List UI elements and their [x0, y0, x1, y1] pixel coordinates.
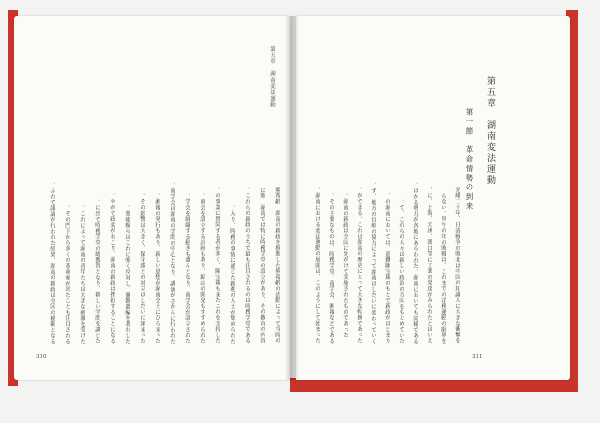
text-column: ず、地方の官紳の協力によって湖南はしだいに変わっていく。 [370, 181, 376, 344]
text-column: その主要なものは、時務学堂、南学会、湘報などである。 [328, 193, 334, 344]
text-column: はかる勢力が各地にあらわれた。湖南においても同様である。 [412, 181, 418, 344]
text-column: 湘報の発行もあり、新しい思想が湖南全土にひろまった。 [154, 193, 160, 344]
text-column: 学会を組織する動きも盛んとなり、南学会が設立された。 [184, 193, 190, 344]
text-column: の湖南においては、巡撫陳宝箴のもとで新政がはじまり、 [384, 193, 390, 344]
right-page [296, 16, 570, 380]
right-page-text [308, 46, 460, 344]
text-column: これらの新政のうちで最も注目されるのは時務学堂である。 [244, 187, 250, 344]
text-column: やがて政変がおこり、湖南の新政は挫折することになる。 [109, 193, 115, 344]
page-number-right: 311 [472, 354, 483, 360]
running-head: 第五章 湖南変法運動 [269, 46, 275, 108]
text-column: 湖南の新政は全国に先がけて実施されたものであった。 [342, 193, 348, 344]
text-column: らない。甲午の年の敗戦は、これまでの洋務運動の限界を [440, 193, 446, 344]
book-cover-bottom-edge [290, 378, 578, 392]
text-column: 南学会は湖南の学問の中心となり、講演がさかんに行われた。 [169, 181, 175, 344]
text-column: その影響は大きく、保守派との対立はしだいに深まった。 [139, 193, 145, 344]
left-page-text [40, 46, 280, 344]
text-column: て、これらの人々は新しい政治の方向をもとめていた。 [398, 198, 404, 344]
text-column: 光緒二十年、日清戦争の敗北は中国の知識人に大きな衝撃を [454, 187, 460, 344]
chapter-title: 第五章 湖南変法運動 [485, 76, 495, 186]
text-column: これによって湖南の青年たちは大きな刺激を受けた。 [79, 204, 85, 344]
text-column: 熊希齢 湖南の新政を推進した熊希齢の活動によって当時の [274, 187, 280, 344]
text-column: 葉徳輝らはこれに強く反対し、翼教叢編を著わした。 [124, 204, 130, 344]
section-title: 第一節 革命情勢の到来 [465, 108, 474, 212]
text-column: 入り、時務の事情に通じた新進の人士が集められた。 [229, 204, 235, 344]
page-number-left: 310 [36, 354, 47, 360]
text-column: に、上海、天津、漢口等に工業の発達がみられたとはいえ、 [426, 187, 432, 344]
text-column: ふれて議論が行われた結果、湖南の新政は全国の模範となる。 [49, 181, 55, 344]
text-column: に出て時務学堂の総教習となり、新しい学問を講じた。 [94, 198, 100, 344]
text-column: ができる。これは湖南の歴史にとって大きな転換であった。 [356, 187, 362, 344]
text-column: 湖南における変法運動の展開は、このようにして始まった。 [314, 187, 320, 344]
book-gutter-shadow [285, 16, 299, 380]
left-page [14, 16, 290, 380]
text-column: その門下から多くの革命家が出たことも注目される。 [64, 204, 70, 344]
text-column: に熊 湖南では特に時務学堂の設立があり、その教育の内容 [259, 187, 265, 344]
text-column: 商会を設立する計画もあり、鉱山の開発もすすめられた。 [199, 193, 205, 344]
text-column: の事業に賛同する者が多く、陳宝箴もまたこれを支持した。 [214, 187, 220, 344]
